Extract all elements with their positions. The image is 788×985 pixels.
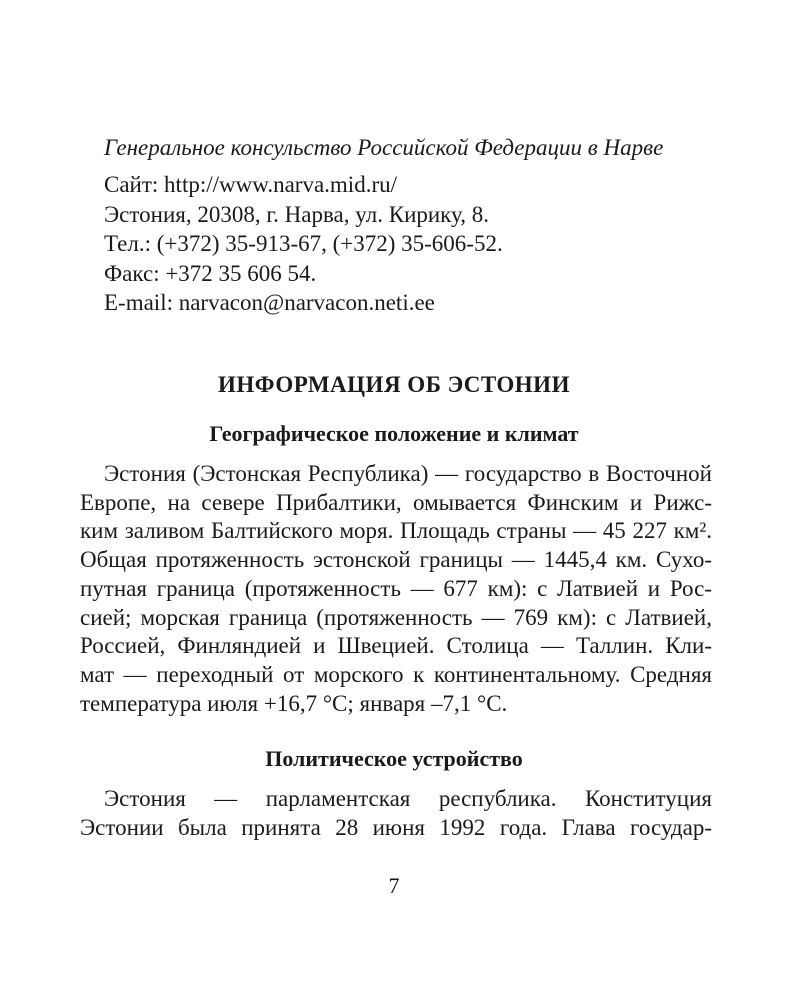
geography-paragraph [80, 460, 712, 718]
geography-line: Россией, Финляндией и Швецией. Столица — Таллин. Кли- [80, 633, 712, 659]
page-number: 7 [388, 873, 400, 898]
geography-line: сией; морская граница (протяженность — 769 км): с Латвией, [80, 604, 712, 630]
geography-line: Эстония (Эстонская Республика) — государство в Восточной [104, 461, 712, 486]
geography-line: Европе, на севере Прибалтики, омывается Финским и Рижс- [80, 489, 712, 515]
consulate-email: E-mail: narvacon@narvacon.neti.ee [104, 290, 435, 315]
geography-line: температура июля +16,7 °С; января –7,1 °С. [80, 690, 508, 716]
geography-heading: Географическое положение и климат [209, 421, 579, 446]
geography-line: мат — переходный от морского к континентальному. Средняя [80, 661, 712, 687]
geography-line: ким заливом Балтийского моря. Площадь страны — 45 227 км². [80, 518, 712, 544]
politics-paragraph [80, 785, 712, 842]
consulate-address: Эстония, 20308, г. Нарва, ул. Кирику, 8. [104, 201, 489, 227]
consulate-title: Генеральное консульство Российской Федерации в Нарве [104, 135, 664, 160]
consulate-fax: Факс: +372 35 606 54. [104, 260, 317, 286]
politics-line: Эстонии была принята 28 июня 1992 года. Глава государ- [80, 814, 712, 840]
politics-heading: Политическое устройство [265, 746, 523, 771]
consulate-website: Сайт: http://www.narva.mid.ru/ [104, 172, 397, 197]
geography-line: Общая протяженность эстонской границы — 1445,4 км. Сухо- [80, 547, 712, 573]
consulate-phone: Тел.: (+372) 35-913-67, (+372) 35-606-52. [104, 231, 503, 256]
politics-line: Эстония — парламентская республика. Конституция [104, 786, 712, 811]
section-title: ИНФОРМАЦИЯ ОБ ЭСТОНИИ [218, 372, 570, 397]
geography-line: путная граница (протяженность — 677 км): с Латвией и Рос- [80, 575, 712, 601]
consulate-contacts [104, 170, 724, 318]
